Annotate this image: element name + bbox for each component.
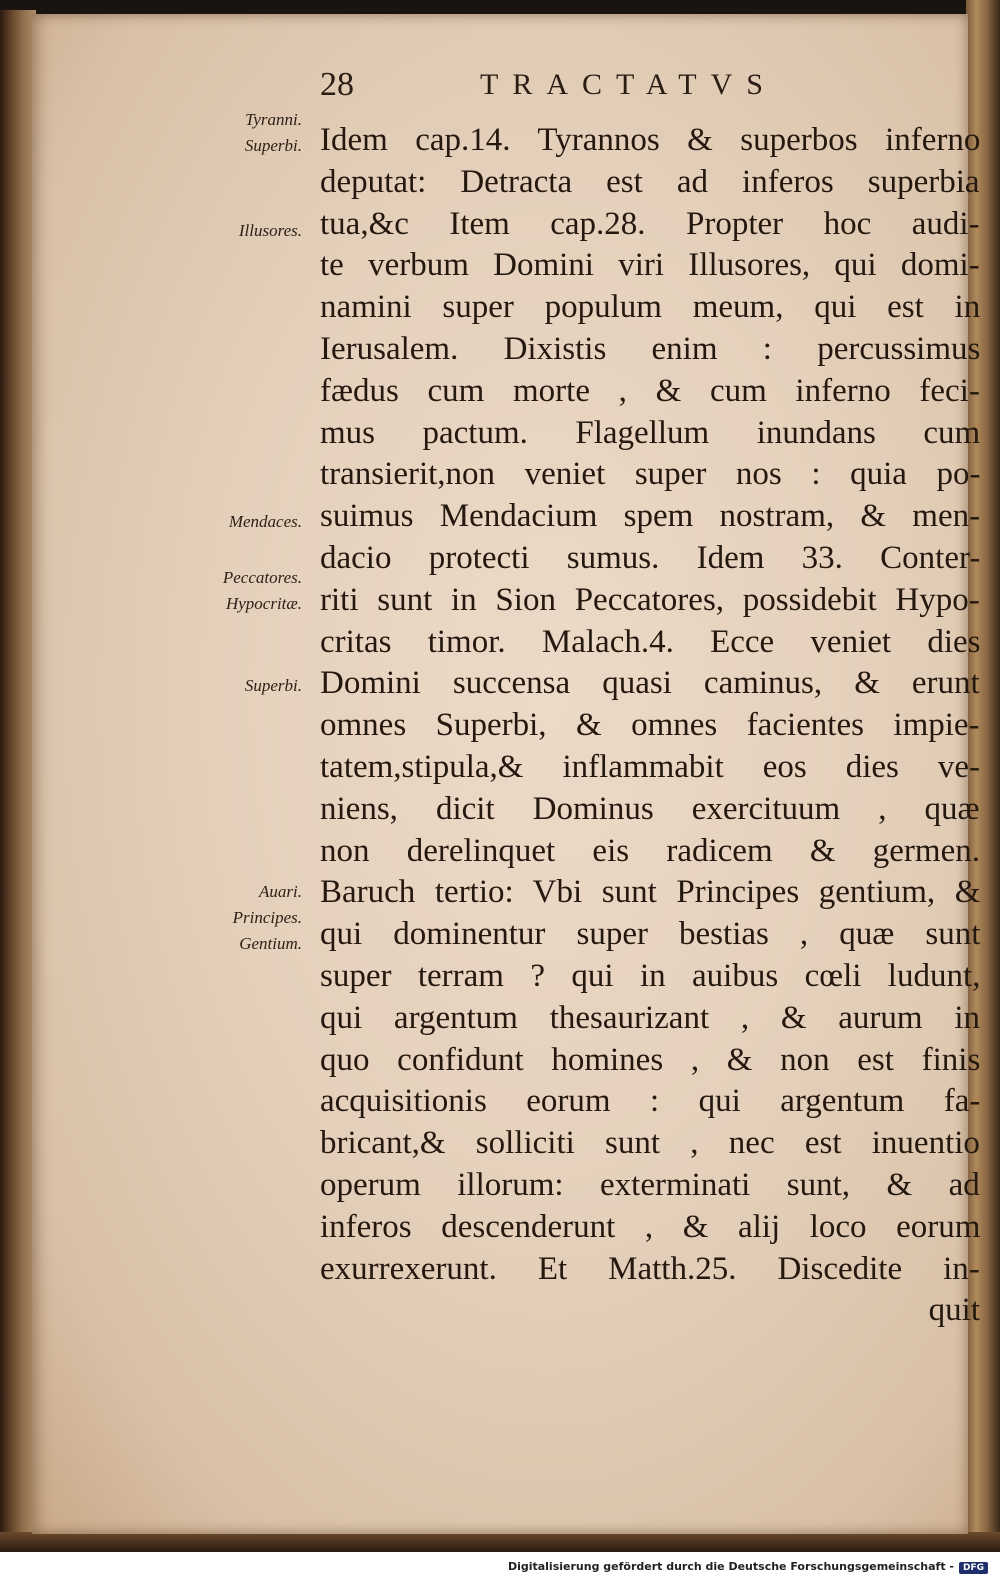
text-line: critas timor. Malach.4. Ecce veniet dies xyxy=(320,623,981,660)
margin-note: Auari. xyxy=(259,882,302,901)
margin-notes xyxy=(32,14,302,1414)
text-line: quo confidunt homines , & non est finis xyxy=(320,1041,981,1078)
text-line: qui argentum thesaurizant , & aurum in xyxy=(320,999,981,1036)
text-line: qui dominentur super bestias , quæ sunt xyxy=(320,916,981,953)
text-line: riti sunt in Sion Peccatores, possidebit Hypo- xyxy=(320,581,980,618)
text-line: niens, dicit Dominus exercituum , quæ xyxy=(320,790,980,827)
margin-note: Superbi. xyxy=(244,676,302,695)
dfg-logo: DFG xyxy=(959,1562,988,1574)
digitization-credit: Digitalisierung gefördert durch die Deutsche Forschungsgemeinschaft - xyxy=(507,1560,954,1573)
text-line: suimus Mendacium spem nostram, & men- xyxy=(320,498,981,535)
margin-note: Superbi. xyxy=(244,136,302,155)
text-line: fædus cum morte , & cum inferno feci- xyxy=(320,372,980,409)
text-line: Idem cap.14. Tyrannos & superbos inferno xyxy=(320,122,981,158)
text-line: namini super populum meum, qui est in xyxy=(320,289,981,326)
footer-bar xyxy=(0,1552,1000,1582)
book-edge-bottom xyxy=(0,1532,1000,1552)
text-line: super terram ? qui in auibus cœli ludunt, xyxy=(320,957,981,994)
margin-note: Hypocritæ. xyxy=(225,594,302,613)
text-line: omnes Superbi, & omnes facientes impie- xyxy=(320,707,980,744)
book-page xyxy=(32,14,981,1534)
text-line: dacio protecti sumus. Idem 33. Conter- xyxy=(320,539,981,576)
catchword: quit xyxy=(928,1292,980,1329)
text-line: operum illorum: exterminati sunt, & ad xyxy=(320,1166,980,1203)
page-number: 28 xyxy=(320,66,354,103)
margin-note: Peccatores. xyxy=(222,568,302,587)
text-line: mus pactum. Flagellum inundans cum xyxy=(320,414,981,451)
text-line: Baruch tertio: Vbi sunt Principes gentium, & xyxy=(320,874,981,911)
text-line: te verbum Domini viri Illusores, qui domi- xyxy=(320,247,980,284)
text-line: tatem,stipula,& inflammabit eos dies ve- xyxy=(320,748,981,785)
text-line: transierit,non veniet super nos : quia po- xyxy=(320,456,981,493)
margin-note: Gentium. xyxy=(239,934,302,953)
text-line: deputat: Detracta est ad inferos superbia xyxy=(320,163,980,200)
margin-note: Mendaces. xyxy=(228,512,302,531)
text-line: bricant,& solliciti sunt , nec est inuentio xyxy=(320,1125,980,1162)
text-line: Ierusalem. Dixistis enim : percussimus xyxy=(320,330,981,367)
book-binding-left xyxy=(0,10,36,1550)
text-line: non derelinquet eis radicem & germen. xyxy=(320,832,980,869)
running-title: TRACTATVS xyxy=(480,68,777,101)
margin-note: Tyranni. xyxy=(245,110,302,129)
text-line: Domini succensa quasi caminus, & erunt xyxy=(320,665,980,702)
margin-note: Illusores. xyxy=(238,221,302,240)
text-line: tua,&c Item cap.28. Propter hoc audi- xyxy=(320,205,980,242)
main-text-block xyxy=(320,120,980,1332)
text-line: acquisitionis eorum : qui argentum fa- xyxy=(320,1083,981,1120)
margin-note: Principes. xyxy=(232,908,302,927)
text-line: exurrexerunt. Et Matth.25. Discedite in- xyxy=(320,1250,980,1287)
text-line: inferos descenderunt , & alij loco eorum xyxy=(320,1208,981,1245)
